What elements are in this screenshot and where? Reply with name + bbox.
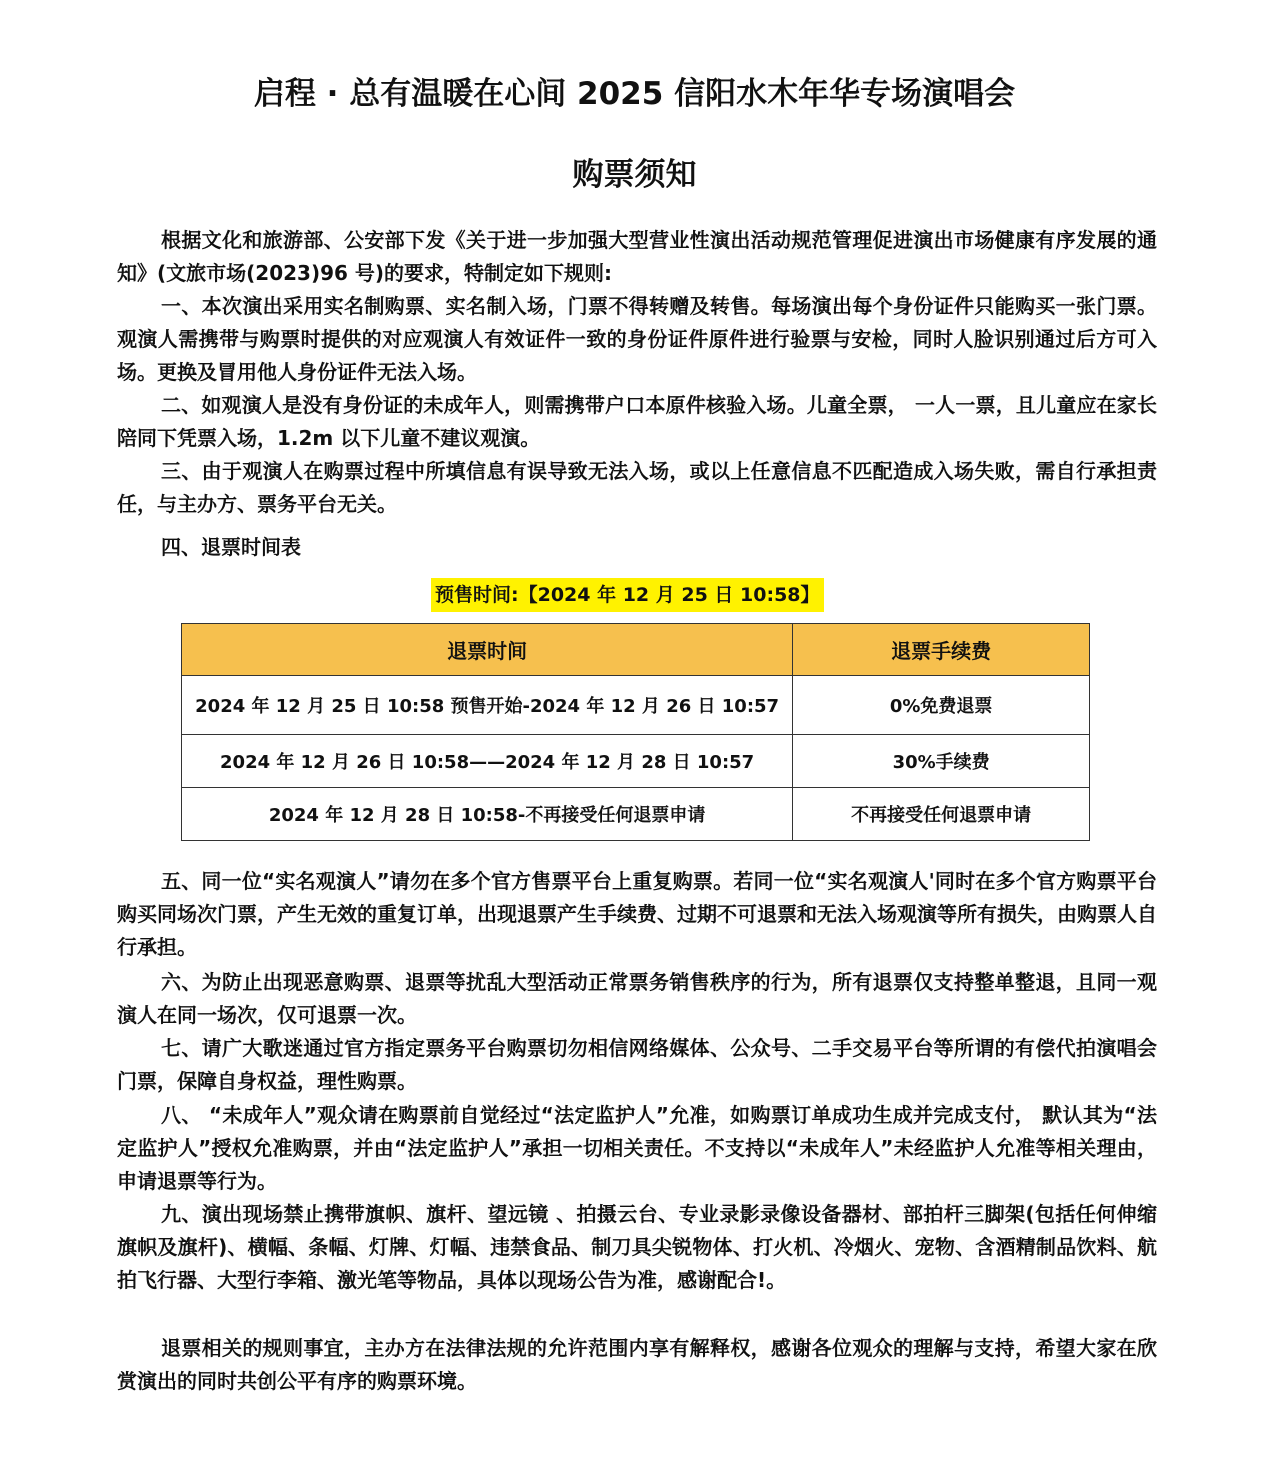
rule-paragraph-2: 二、如观演人是没有身份证的未成年人，则需携带户口本原件核验入场。儿童全票， 一人一票，且儿童应在家长陪同下凭票入场，1.2m 以下儿童不建议观演。 — [117, 393, 1157, 450]
intro-paragraph: 根据文化和旅游部、公安部下发《关于进一步加强大型营业性演出活动规范管理促进演出市场健康有序发展的通知》(文旅市场(2023)96 号)的要求，特制定如下规则: — [117, 228, 1157, 285]
rule-paragraph-3: 三、由于观演人在购票过程中所填信息有误导致无法入场，或以上任意信息不匹配造成入场失败，需自行承担责任，与主办方、票务平台无关。 — [117, 459, 1157, 516]
page-title: 启程 · 总有温暖在心间 2025 信阳水木年华专场演唱会 — [253, 76, 1016, 112]
refund-fee-cell: 不再接受任何退票申请 — [793, 788, 1090, 841]
presale-time-highlight: 预售时间:【2024 年 12 月 25 日 10:58】 — [431, 578, 824, 612]
rule-paragraph-8: 八、 “未成年人”观众请在购票前自觉经过“法定监护人”允准，如购票订单成功生成并完成支付， 默认其为“法定监护人”授权允准购票，并由“法定监护人”承担一切相关责任。不支持以“未成年人”未经监护人允准等相关理由，申请退票等行为。 — [117, 1103, 1157, 1193]
table-header-row — [182, 624, 1090, 676]
refund-fee-cell: 30%手续费 — [793, 735, 1090, 788]
header-refund-time: 退票时间 — [182, 624, 793, 676]
table-row — [182, 788, 1090, 841]
table-row — [182, 676, 1090, 735]
rule-paragraph-9: 九、演出现场禁止携带旗帜、旗杆、望远镜 、拍摄云台、专业录影录像设备器材、部拍杆三脚架(包括任何伸缩旗帜及旗杆)、横幅、条幅、灯牌、灯幅、违禁食品、制刀具尖锐物体、打火机、冷烟火、宠物、含酒精制品饮料、航拍飞行器、大型行李箱、激光笔等物品，具体以现场公告为准，感谢配合!。 — [117, 1202, 1157, 1292]
refund-fee-cell: 0%免费退票 — [793, 676, 1090, 735]
closing-paragraph: 退票相关的规则事宜，主办方在法律法规的允许范围内享有解释权，感谢各位观众的理解与支持，希望大家在欣赏演出的同时共创公平有序的购票环境。 — [117, 1336, 1157, 1393]
refund-period-cell: 2024 年 12 月 25 日 10:58 预售开始-2024 年 12 月 26 日 10:57 — [182, 676, 793, 735]
page-subtitle: 购票须知 — [572, 157, 697, 193]
rule-paragraph-7: 七、请广大歌迷通过官方指定票务平台购票切勿相信网络媒体、公众号、二手交易平台等所谓的有偿代拍演唱会门票，保障自身权益，理性购票。 — [117, 1036, 1157, 1093]
refund-period-cell: 2024 年 12 月 26 日 10:58——2024 年 12 月 28 日 10:57 — [182, 735, 793, 788]
rule-paragraph-5: 五、同一位“实名观演人”请勿在多个官方售票平台上重复购票。若同一位“实名观演人'同时在多个官方购票平台购买同场次门票，产生无效的重复订单，出现退票产生手续费、过期不可退票和无法入场观演等所有损失，由购票人自行承担。 — [117, 869, 1157, 959]
section-four-heading: 四、退票时间表 — [161, 535, 301, 559]
table-row — [182, 735, 1090, 788]
refund-period-cell: 2024 年 12 月 28 日 10:58-不再接受任何退票申请 — [182, 788, 793, 841]
header-refund-fee: 退票手续费 — [793, 624, 1090, 676]
refund-schedule-table — [181, 623, 1090, 841]
rule-paragraph-1: 一、本次演出采用实名制购票、实名制入场，门票不得转赠及转售。每场演出每个身份证件只能购买一张门票。观演人需携带与购票时提供的对应观演人有效证件一致的身份证件原件进行验票与安检，同时人脸识别通过后方可入场。更换及冒用他人身份证件无法入场。 — [117, 294, 1157, 384]
rule-paragraph-6: 六、为防止出现恶意购票、退票等扰乱大型活动正常票务销售秩序的行为，所有退票仅支持整单整退，且同一观演人在同一场次，仅可退票一次。 — [117, 970, 1157, 1027]
